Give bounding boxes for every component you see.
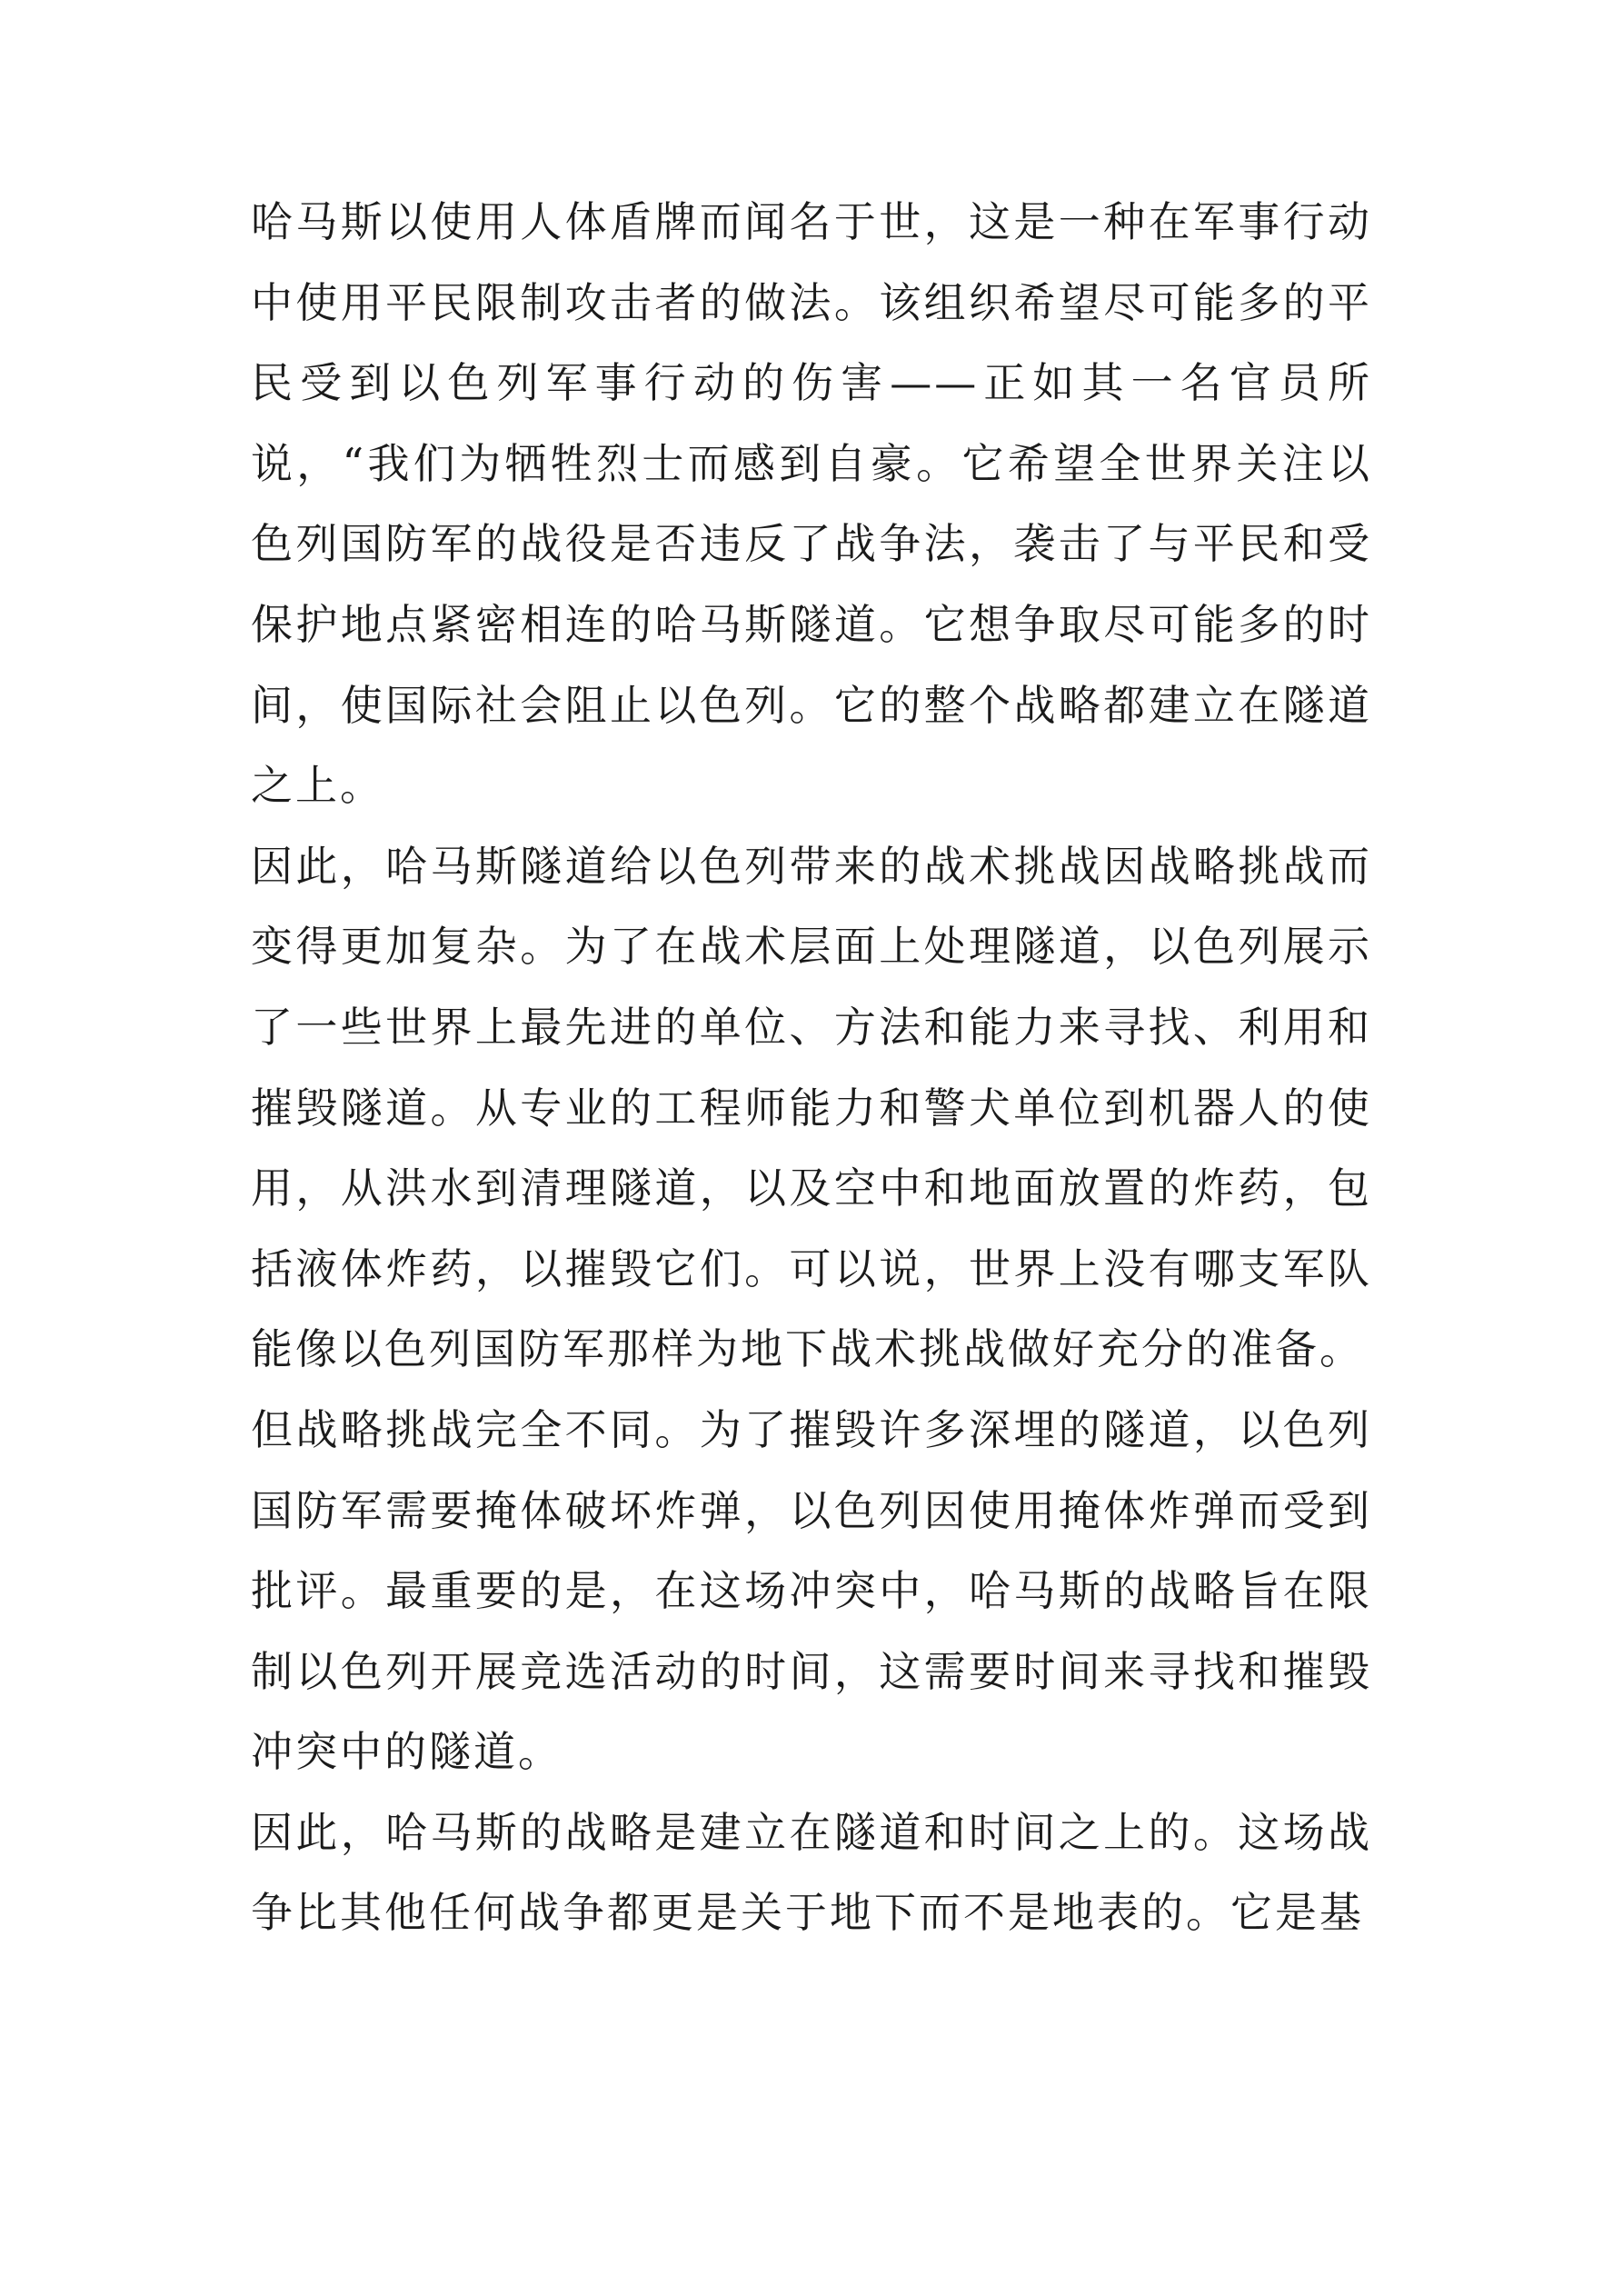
paragraph-1: 哈马斯以使用人体盾牌而闻名于世，这是一种在军事行动中使用平民限制攻击者的做法。该组织希望尽可能多的平民受到以色列军事行动的伤害——正如其一名官员所说，“我们为牺牲烈士而感到自豪。它希望全世界关注以色列国防军的战役是否违反了战争法，袭击了与平民和受保护地点紧密相连的哈马斯隧道。它想争取尽可能多的时间，使国际社会阻止以色列。它的整个战略都建立在隧道之上。 <box>251 197 1372 811</box>
document-body <box>251 182 1372 1953</box>
paragraph-2: 因此，哈马斯隧道给以色列带来的战术挑战因战略挑战而变得更加复杂。为了在战术层面上处理隧道，以色列展示了一些世界上最先进的单位、方法和能力来寻找、利用和摧毁隧道。从专业的工程师能力和警犬单位到机器人的使用，从洪水到清理隧道，以及空中和地面放置的炸药，包括液体炸药，以摧毁它们。可以说，世界上没有哪支军队能像以色列国防军那样为地下战术挑战做好充分的准备。 <box>251 841 1372 1374</box>
paragraph-3: 但战略挑战完全不同。为了摧毁许多深埋的隧道，以色列国防军需要掩体破坏炸弹，以色列因使用掩体炸弹而受到批评。最重要的是，在这场冲突中，哈马斯的战略旨在限制以色列开展竞选活动的时间，这需要时间来寻找和摧毁冲突中的隧道。 <box>251 1404 1372 1777</box>
paragraph-4: 因此，哈马斯的战略是建立在隧道和时间之上的。这场战争比其他任何战争都更是关于地下而不是地表的。它是基 <box>251 1807 1372 1938</box>
